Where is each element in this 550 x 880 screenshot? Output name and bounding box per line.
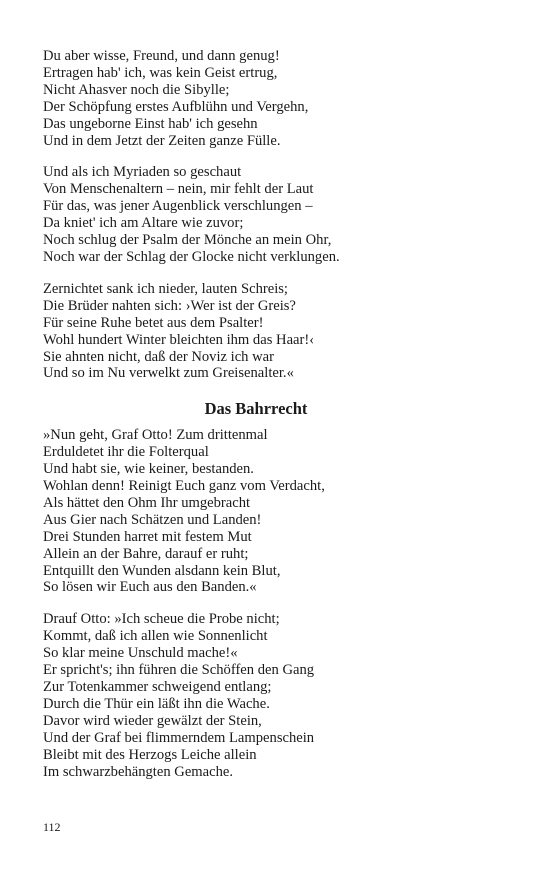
stanza: [43, 281, 513, 382]
stanza: [43, 427, 513, 596]
verse-line: Noch war der Schlag der Glocke nicht verklungen.: [43, 248, 340, 265]
verse-line: Davor wird wieder gewälzt der Stein,: [43, 712, 262, 729]
poem-bahrrecht: [43, 427, 513, 780]
verse-line: Noch schlug der Psalm der Mönche an mein Ohr,: [43, 232, 332, 249]
verse-line: Für seine Ruhe betet aus dem Psalter!: [43, 314, 264, 331]
verse-line: Du aber wisse, Freund, und dann genug!: [43, 48, 280, 64]
verse-line: Sie ahnten nicht, daß der Noviz ich war: [43, 348, 274, 365]
verse-line: Und habt sie, wie keiner, bestanden.: [43, 461, 254, 478]
verse-line: »Nun geht, Graf Otto! Zum drittenmal: [43, 427, 268, 444]
verse-line: Im schwarzbehängten Gemache.: [43, 763, 234, 780]
verse-line: Wohl hundert Winter bleichten ihm das Haar!‹: [43, 331, 315, 348]
verse-line: Ertragen hab' ich, was kein Geist ertrug,: [43, 64, 278, 81]
verse-line: Zernichtet sank ich nieder, lauten Schreis;: [43, 280, 288, 297]
verse-line: Und in dem Jetzt der Zeiten ganze Fülle.: [43, 132, 281, 149]
stanza: [43, 611, 513, 780]
verse-line: Und der Graf bei flimmerndem Lampenschein: [43, 729, 315, 746]
verse-line: Drauf Otto: »Ich scheue die Probe nicht;: [43, 611, 280, 628]
verse-line: Von Menschenaltern – nein, mir fehlt der Laut: [43, 181, 314, 198]
verse-line: Und so im Nu verwelkt zum Greisenalter.«: [43, 365, 294, 382]
stanza: [43, 164, 513, 265]
verse-line: Da kniet' ich am Altare wie zuvor;: [43, 215, 244, 232]
verse-line: Allein an der Bahre, darauf er ruht;: [43, 545, 249, 562]
verse-line: Erduldetet ihr die Folterqual: [43, 444, 209, 461]
verse-line: So klar meine Unschuld mache!«: [43, 645, 238, 662]
verse-line: Zur Totenkammer schweigend entlang;: [43, 679, 272, 695]
verse-line: Und als ich Myriaden so geschaut: [43, 164, 242, 181]
page-number: 112: [43, 820, 61, 834]
verse-line: Drei Stunden harret mit festem Mut: [43, 528, 252, 545]
verse-line: Durch die Thür ein läßt ihn die Wache.: [43, 695, 270, 712]
verse-line: So lösen wir Euch aus den Banden.«: [43, 579, 257, 596]
verse-line: Als hättet den Ohm Ihr umgebracht: [43, 494, 251, 511]
verse-line: Das ungeborne Einst hab' ich gesehn: [43, 115, 258, 132]
verse-line: Kommt, daß ich allen wie Sonnenlicht: [43, 628, 268, 645]
poem-continuation: [43, 48, 513, 382]
verse-line: Die Brüder nahten sich: ›Wer ist der Greis?: [43, 297, 296, 314]
verse-line: Der Schöpfung erstes Aufblühn und Vergehn,: [43, 98, 309, 115]
stanza: [43, 48, 513, 149]
verse-line: Entquillt den Wunden alsdann kein Blut,: [43, 562, 281, 579]
verse-line: Für das, was jener Augenblick verschlungen –: [43, 198, 313, 215]
verse-line: Nicht Ahasver noch die Sibylle;: [43, 81, 230, 98]
poem-page: [43, 48, 513, 795]
verse-line: Er spricht's; ihn führen die Schöffen den Gang: [43, 662, 315, 679]
verse-line: Bleibt mit des Herzogs Leiche allein: [43, 746, 257, 763]
poem-title: Das Bahrrecht: [204, 399, 308, 419]
verse-line: Aus Gier nach Schätzen und Landen!: [43, 511, 262, 528]
verse-line: Wohlan denn! Reinigt Euch ganz vom Verdacht,: [43, 478, 325, 495]
